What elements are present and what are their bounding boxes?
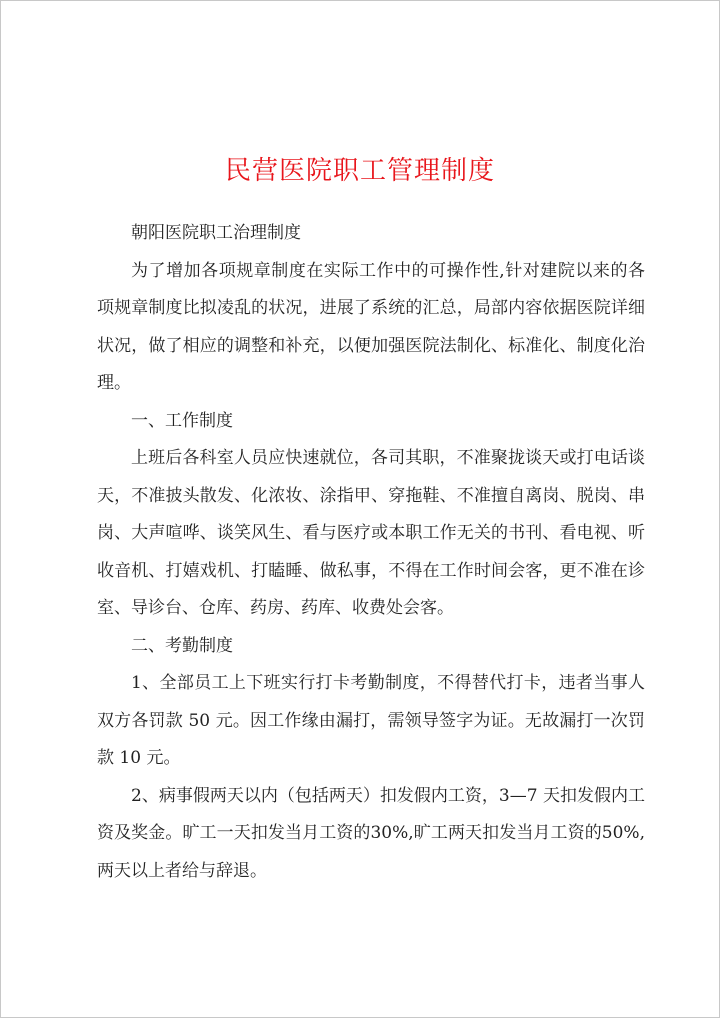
- paragraph-line: 收音机、打嬉戏机、打瞌睡、做私事，不得在工作时间会客，更不准在诊: [97, 560, 645, 581]
- paragraph-line: 资及奖金。旷工一天扣发当月工资的30%,旷工两天扣发当月工资的50%,: [97, 823, 645, 843]
- paragraph-line: 天，不准披头散发、化浓妆、涂指甲、穿拖鞋、不准擅自离岗、脱岗、串: [97, 485, 645, 506]
- document-body: [97, 215, 645, 890]
- paragraph-line: 上班后各科室人员应快速就位，各司其职，不准聚拢谈天或打电话谈: [131, 448, 645, 468]
- paragraph-line: 状况，做了相应的调整和补充，以便加强医院法制化、标准化、制度化治: [97, 335, 645, 356]
- paragraph-line: 项规章制度比拟凌乱的状况，进展了系统的汇总，局部内容依据医院详细: [97, 298, 645, 318]
- paragraph-line: 1、全部员工上下班实行打卡考勤制度，不得替代打卡，违者当事人: [131, 673, 645, 693]
- section-heading: 二、考勤制度: [131, 635, 233, 656]
- section-heading: 一、工作制度: [131, 410, 233, 431]
- paragraph-line: 款 10 元。: [97, 748, 181, 768]
- paragraph-line: 两天以上者给与辞退。: [97, 860, 267, 881]
- document-title: 民营医院职工管理制度: [224, 156, 495, 186]
- paragraph-line: 双方各罚款 50 元。因工作缘由漏打，需领导签字为证。无故漏打一次罚: [97, 710, 645, 731]
- paragraph-line: 2、病事假两天以内（包括两天）扣发假内工资，3—7 天扣发假内工: [131, 785, 645, 806]
- paragraph-line: 岗、大声喧哗、谈笑风生、看与医疗或本职工作无关的书刊、看电视、听: [97, 523, 645, 543]
- paragraph-line: 为了增加各项规章制度在实际工作中的可操作性,针对建院以来的各: [131, 260, 645, 281]
- paragraph-line: 理。: [97, 373, 131, 393]
- section-heading: 朝阳医院职工治理制度: [131, 223, 301, 243]
- paragraph-line: 室、导诊台、仓库、药房、药库、收费处会客。: [97, 598, 454, 618]
